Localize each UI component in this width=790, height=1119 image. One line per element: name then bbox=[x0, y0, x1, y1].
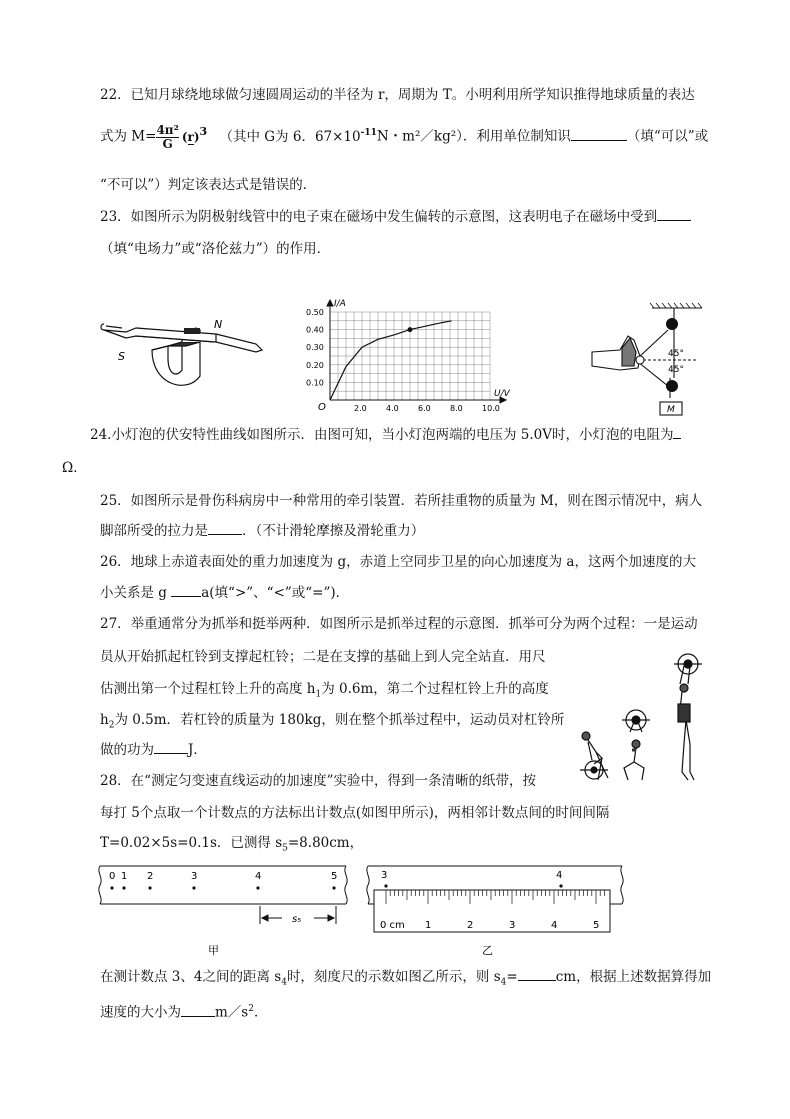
q27-line4: $h_2$为 0.5m．若杠铃的质量为 180kg，则在整个抓举过程中，运动员对杠铃所 bbox=[100, 712, 565, 731]
iu-marked-point bbox=[408, 327, 413, 332]
q28-s4-answer-blank[interactable] bbox=[518, 968, 556, 981]
q23-answer-blank[interactable] bbox=[657, 208, 691, 221]
q25-line1: 25．如图所示是骨伤科病房中一种常用的牵引装置．若所挂重物的质量为 M，则在图示情况中，病人 bbox=[100, 493, 703, 509]
q22-power: 3 bbox=[199, 125, 208, 138]
q24-line1: 24.小灯泡的伏安特性曲线如图所示．由图可知，当小灯泡两端的电压为 5.0V时，小灯泡的电阻为 bbox=[90, 426, 681, 444]
iu-characteristic-chart bbox=[296, 292, 516, 416]
q27-answer-blank[interactable] bbox=[154, 741, 188, 754]
y-axis-arrow bbox=[327, 300, 333, 306]
q24-answer-blank[interactable] bbox=[673, 426, 681, 439]
tape-a-point bbox=[192, 886, 195, 889]
x-tick-label: 2.0 bbox=[354, 404, 367, 413]
tape-b-point-3: 3 bbox=[381, 870, 388, 881]
iu-curve-line bbox=[330, 321, 452, 400]
q22-frac2: (r) bbox=[181, 130, 200, 144]
magnet-n-label: N bbox=[214, 318, 223, 331]
ruler-tick-label: 4 bbox=[551, 920, 558, 931]
q22-suffix: （填“可以”或 bbox=[626, 128, 709, 145]
q25-line2: 脚部所受的拉力是 ．（不计滑轮摩擦及滑轮重力） bbox=[100, 523, 425, 539]
chart-x-axis-label: U/V bbox=[494, 389, 510, 399]
q27-line2: 员从开始抓起杠铃到支撑起杠铃；二是在支撑的基础上到人完全站直．用尺 bbox=[100, 649, 546, 665]
q27-line5: 做的功为 J． bbox=[100, 742, 207, 758]
tape-a-point bbox=[332, 886, 335, 889]
paper-tape-b-ruler bbox=[358, 862, 630, 962]
paper-tape-a bbox=[96, 862, 358, 962]
ruler-tick-label: 2 bbox=[467, 920, 474, 931]
q27-line1: 27．举重通常分为抓举和挺举两种．如图所示是抓举过程的示意图．抓举可分为两个过程：一是运动 bbox=[100, 616, 698, 632]
q27-line3: 估测出第一个过程杠铃上升的高度 $h_1$为 0.6m，第二个过程杠铃上升的高度 bbox=[100, 681, 549, 700]
q22-unit: N・m²／kg²）．利用单位制知识 bbox=[376, 128, 571, 145]
q26-answer-blank[interactable] bbox=[171, 584, 201, 597]
ruler-tick-label: 3 bbox=[509, 920, 516, 931]
q26-line2: 小关系是 g a(填“>”、“<”或“=”)． bbox=[100, 585, 350, 601]
y-tick-label: 0.30 bbox=[306, 343, 324, 353]
tape-a-point bbox=[256, 886, 259, 889]
chart-origin-label: O bbox=[318, 402, 326, 413]
x-tick-label: 8.0 bbox=[450, 404, 463, 413]
ruler-unit-label: 0 cm bbox=[380, 920, 405, 931]
q22-prefix: 式为 M= bbox=[100, 128, 157, 145]
q23-line1: 23．如图所示为阴极射线管中的电子束在磁场中发生偏转的示意图，这表明电子在磁场中受到 bbox=[100, 208, 691, 226]
y-tick-label: 0.10 bbox=[306, 378, 324, 388]
traction-angle-top: 45° bbox=[668, 349, 684, 359]
tape-a-point-label: 2 bbox=[147, 871, 154, 882]
tape-a-point-label: 3 bbox=[191, 871, 198, 882]
ruler-tick-label: 1 bbox=[425, 920, 432, 931]
y-tick-label: 0.50 bbox=[306, 308, 324, 317]
q28-line3: T=0.02×5s=0.1s．已测得 $s_5=8.80cm$， bbox=[100, 835, 364, 854]
x-tick-label: 10.0 bbox=[482, 404, 500, 413]
tape-a-point-label: 4 bbox=[255, 871, 262, 882]
tape-a-point-label: 5 bbox=[331, 871, 338, 882]
tape-a-s5-label: s₅ bbox=[292, 914, 302, 925]
q26-line1: 26．地球上赤道表面处的重力加速度为 g，赤道上空同步卫星的向心加速度为 a，这两个加速度的大 bbox=[100, 554, 696, 570]
traction-device-figure bbox=[590, 300, 710, 418]
cathode-ray-magnet-figure bbox=[96, 306, 266, 398]
y-tick-label: 0.20 bbox=[306, 360, 324, 370]
x-tick-label: 6.0 bbox=[418, 404, 431, 413]
q22-exp: -11 bbox=[360, 128, 377, 138]
q22-line3: “不可以”）判定该表达式是错误的． bbox=[100, 177, 317, 193]
magnet-s-label: S bbox=[118, 350, 125, 363]
tape-a-point-label: 0 bbox=[109, 871, 116, 882]
q28-accel-answer-blank[interactable] bbox=[181, 1004, 215, 1017]
tape-a-point-label: 1 bbox=[121, 871, 128, 882]
weightlifting-figure bbox=[572, 644, 720, 784]
tape-b-point-4: 4 bbox=[556, 870, 563, 881]
q22-frac1: $\frac{\text{4π²}}{G}$ bbox=[156, 122, 179, 151]
q24-line2: Ω． bbox=[62, 460, 87, 476]
q22-answer-blank[interactable] bbox=[571, 128, 627, 141]
q28-line5: 速度的大小为 $m/s^2$． bbox=[100, 1004, 268, 1021]
q28-line2: 每打 5个点取一个计数点的方法标出计数点(如图甲所示)，两相邻计数点间的时间间隔 bbox=[100, 805, 610, 821]
tape-a-point bbox=[122, 886, 125, 889]
q28-line4: 在测计数点 3、4之间的距离 $s_4$时，刻度尺的示数如图乙所示，则 $s_4=$ cm，根据上述数据算得加 bbox=[100, 969, 712, 988]
q22-formula-line bbox=[100, 123, 708, 151]
tape-a-point bbox=[148, 886, 151, 889]
q22-mid: （其中 G为 6．67×10 bbox=[219, 128, 361, 145]
q22-line1: 22．已知月球绕地球做匀速圆周运动的半径为 r，周期为 T。小明利用所学知识推得地球质量的表达 bbox=[100, 87, 695, 103]
traction-angle-bottom: 45° bbox=[668, 365, 684, 375]
q25-answer-blank[interactable] bbox=[208, 522, 242, 535]
tape-a-point bbox=[110, 886, 113, 889]
y-tick-label: 0.40 bbox=[306, 325, 324, 335]
q28-line1: 28．在“测定匀变速直线运动的加速度”实验中，得到一条清晰的纸带，按 bbox=[100, 773, 536, 789]
traction-mass-label: M bbox=[667, 405, 675, 415]
ruler-tick-label: 5 bbox=[593, 920, 600, 931]
tape-b-caption: 乙 bbox=[482, 944, 493, 957]
q23-line2: （填“电场力”或“洛伦兹力”）的作用． bbox=[100, 241, 331, 257]
chart-y-axis-label: I/A bbox=[334, 299, 346, 309]
tape-a-caption: 甲 bbox=[208, 944, 219, 957]
x-tick-label: 4.0 bbox=[386, 404, 399, 413]
